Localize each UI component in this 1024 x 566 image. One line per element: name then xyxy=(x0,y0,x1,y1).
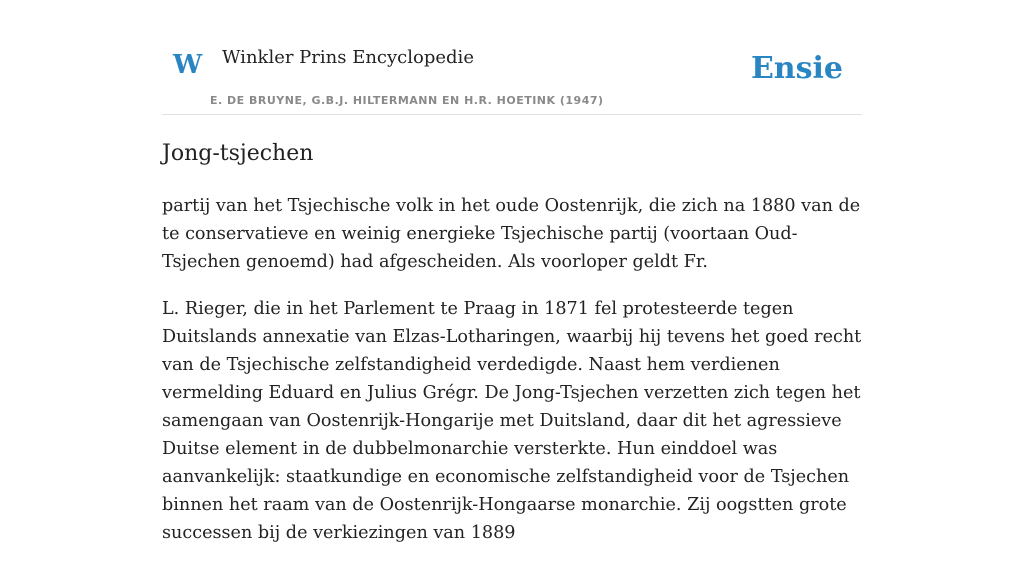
book-title-link[interactable]: Winkler Prins Encyclopedie xyxy=(222,47,474,68)
article-body xyxy=(162,192,862,566)
article-paragraph-1: partij van het Tsjechische volk in het oude Oostenrijk, die zich na 1880 van de te conservatieve en weinig energieke Tsjechische partij (voortaan Oud-Tsjechen genoemd) had afgescheiden. Als voorloper geldt Fr. xyxy=(162,196,861,272)
winkler-prins-logo[interactable]: W xyxy=(173,50,203,80)
book-authors: E. DE BRUYNE, G.B.J. HILTERMANN EN H.R. HOETINK (1947) xyxy=(210,94,604,107)
ensie-brand-logo[interactable]: Ensie xyxy=(750,51,843,86)
article-title: Jong-tsjechen xyxy=(162,141,314,166)
page xyxy=(162,0,862,543)
article-paragraph-2: L. Rieger, die in het Parlement te Praag in 1871 fel protesteerde tegen Duitslands annexatie van Elzas-Lotharingen, waarbij hij tevens het goed recht van de Tsjechische zelfstandigheid verdedigde. Naast hem verdienen vermelding Eduard en Julius Grégr. De Jong-Tsjechen verzetten zich tegen het samengaan van Oostenrijk-Hongarije met Duitsland, daar dit het agressieve Duitse element in de dubbelmonarchie versterkte. Hun einddoel was aanvankelijk: staatkundige en economische zelfstandigheid voor de Tsjechen binnen het raam van de Oostenrijk-Hongaarse monarchie. Zij oogstten grote successen bij de verkiezingen van 1889 xyxy=(162,299,862,543)
header xyxy=(162,0,862,115)
